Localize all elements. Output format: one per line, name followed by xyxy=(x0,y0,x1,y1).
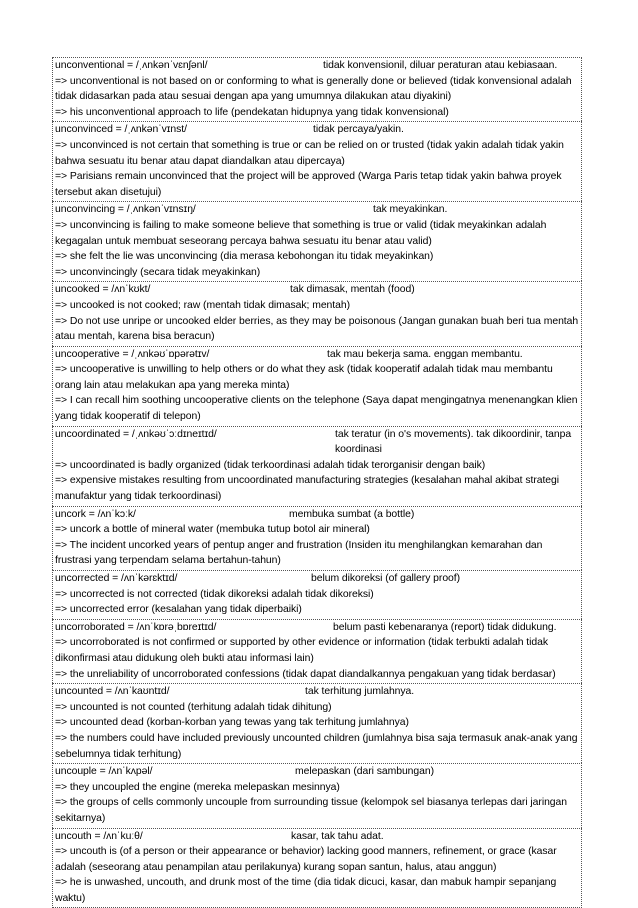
entry-example: => he is unwashed, uncouth, and drunk most of the time (dia tidak dicuci, kasar, dan mabuk hampir sepanjang waktu) xyxy=(55,875,579,906)
entry-definition: => uncorroborated is not confirmed or supported by other evidence or information (tidak terbukti adalah tidak dikonfirmasi atau didukung oleh bukti atau informasi lain) xyxy=(55,635,579,666)
entry-translation: tak teratur (in o's movements). tak dikoordinir, tanpa koordinasi xyxy=(335,427,585,458)
entry-example: => expensive mistakes resulting from uncoordinated manufacturing strategies (kesalahan mahal akibat strategi manufaktur yang tidak terkoordinasi) xyxy=(55,473,579,504)
entry-definition: => uncouth is (of a person or their appearance or behavior) lacking good manners, refinement, or grace (kasar adalah (seseorang atau penampilan atau perilakunya) kurang sopan santun, halus, atau anggun) xyxy=(55,844,579,875)
entry-term: uncouple = /ʌnˈkʌpəl/ xyxy=(55,764,152,780)
entry-headword-row xyxy=(55,58,579,74)
entry-example: => Parisians remain unconvinced that the project will be approved (Warga Paris tetap tidak yakin bahwa proyek tersebut akan disetujui) xyxy=(55,169,579,200)
entry-definition: => unconvinced is not certain that something is true or can be relied on or trusted (tidak yakin adalah tidak yakin bahwa sesuatu itu benar atau dapat diandalkan atau dipercaya) xyxy=(55,138,579,169)
entry-example: => I can recall him soothing uncooperative clients on the telephone (Saya dapat mengingatnya menenangkan klien yang tidak kooperatif di telepon) xyxy=(55,393,579,424)
entry-translation: tak mau bekerja sama. enggan membantu. xyxy=(327,347,523,363)
entry-term: uncooperative = /ˌʌnkəʊˈɒpərətɪv/ xyxy=(55,347,209,363)
entry-definition: => uncounted is not counted (terhitung adalah tidak dihitung) xyxy=(55,700,579,716)
entry-translation: tak dimasak, mentah (food) xyxy=(290,282,415,298)
entry-translation: tidak konvensionil, diluar peraturan atau kebiasaan. xyxy=(323,58,557,74)
entry-example: => his unconventional approach to life (pendekatan hidupnya yang tidak konvensional) xyxy=(55,105,579,121)
entry-headword-row xyxy=(55,282,579,298)
entry-term: unconvincing = /ˌʌnkənˈvɪnsɪŋ/ xyxy=(55,202,196,218)
dictionary-entry xyxy=(52,426,582,506)
entry-translation: belum dikoreksi (of gallery proof) xyxy=(311,571,460,587)
entry-headword-row xyxy=(55,202,579,218)
dictionary-page xyxy=(52,57,582,908)
dictionary-entry xyxy=(52,506,582,570)
entry-headword-row xyxy=(55,764,579,780)
entry-example: => she felt the lie was unconvincing (dia merasa kebohongan itu tidak meyakinkan) xyxy=(55,249,579,265)
dictionary-entry xyxy=(52,121,582,201)
entry-example: => the numbers could have included previously uncounted children (jumlahnya bisa saja termasuk anak-anak yang sebelumnya tidak terhitung) xyxy=(55,731,579,762)
entry-headword-row xyxy=(55,620,579,636)
entry-example: => the unreliability of uncorroborated confessions (tidak dapat diandalkannya pengakuan yang tidak berdasar) xyxy=(55,667,579,683)
entry-headword-row xyxy=(55,122,579,138)
entry-translation: belum pasti kebenaranya (report) tidak didukung. xyxy=(333,620,556,636)
entry-headword-row xyxy=(55,684,579,700)
dictionary-entry xyxy=(52,281,582,345)
entry-example: => unconvincingly (secara tidak meyakinkan) xyxy=(55,265,579,281)
entry-term: uncoordinated = /ˌʌnkəʊˈɔːdɪneɪtɪd/ xyxy=(55,427,217,443)
entry-translation: tak meyakinkan. xyxy=(373,202,447,218)
entry-term: uncooked = /ʌnˈkʊkt/ xyxy=(55,282,150,298)
dictionary-entry xyxy=(52,619,582,683)
entry-term: uncork = /ʌnˈkɔːk/ xyxy=(55,507,136,523)
entry-term: uncorroborated = /ʌnˈkɒrəˌbɒreɪtɪd/ xyxy=(55,620,216,636)
entry-definition: => uncorrected is not corrected (tidak dikoreksi adalah tidak dikoreksi) xyxy=(55,587,579,603)
entry-definition: => uncork a bottle of mineral water (membuka tutup botol air mineral) xyxy=(55,522,579,538)
dictionary-entry xyxy=(52,828,582,908)
dictionary-entry xyxy=(52,201,582,281)
entry-definition: => uncooperative is unwilling to help others or do what they ask (tidak kooperatif adalah tidak mau membantu orang lain atau melakukan apa yang mereka minta) xyxy=(55,362,579,393)
entry-translation: melepaskan (dari sambungan) xyxy=(295,764,434,780)
dictionary-entry xyxy=(52,683,582,763)
entry-definition: => they uncoupled the engine (mereka melepaskan mesinnya) xyxy=(55,780,579,796)
entry-example: => uncounted dead (korban-korban yang tewas yang tak terhitung jumlahnya) xyxy=(55,715,579,731)
entry-translation: membuka sumbat (a bottle) xyxy=(289,507,414,523)
entry-translation: kasar, tak tahu adat. xyxy=(291,829,384,845)
entry-headword-row xyxy=(55,427,579,458)
dictionary-entry xyxy=(52,570,582,619)
entry-headword-row xyxy=(55,571,579,587)
entry-definition: => unconvincing is failing to make someone believe that something is true or valid (tidak meyakinkan adalah kegagalan untuk membuat seseorang percaya bahwa sesuatu itu benar atau valid) xyxy=(55,218,579,249)
entry-example: => the groups of cells commonly uncouple from surrounding tissue (kelompok sel biasanya terlepas dari jaringan sekitarnya) xyxy=(55,795,579,826)
dictionary-entry xyxy=(52,763,582,827)
entry-term: uncouth = /ʌnˈkuːθ/ xyxy=(55,829,143,845)
entry-term: unconventional = /ˌʌnkənˈvɛnʃənl/ xyxy=(55,58,207,74)
entry-term: uncounted = /ʌnˈkaʊntɪd/ xyxy=(55,684,169,700)
entry-example: => The incident uncorked years of pentup anger and frustration (Insiden itu menghilangkan kemarahan dan frustrasi yang terpendam selama bertahun-tahun) xyxy=(55,538,579,569)
entry-term: uncorrected = /ʌnˈkərɛktɪd/ xyxy=(55,571,177,587)
entry-term: unconvinced = /ˌʌnkənˈvɪnst/ xyxy=(55,122,187,138)
entry-translation: tak terhitung jumlahnya. xyxy=(305,684,414,700)
entry-definition: => uncooked is not cooked; raw (mentah tidak dimasak; mentah) xyxy=(55,298,579,314)
entry-headword-row xyxy=(55,829,579,845)
entry-headword-row xyxy=(55,507,579,523)
dictionary-entry xyxy=(52,57,582,121)
dictionary-entry xyxy=(52,346,582,426)
entry-headword-row xyxy=(55,347,579,363)
entry-definition: => unconventional is not based on or conforming to what is generally done or believed (tidak konvensional adalah tidak didasarkan pada atau sesuai dengan apa yang umumnya dilakukan atau diyakini) xyxy=(55,74,579,105)
entry-example: => uncorrected error (kesalahan yang tidak diperbaiki) xyxy=(55,602,579,618)
entry-translation: tidak percaya/yakin. xyxy=(313,122,404,138)
entry-example: => Do not use unripe or uncooked elder berries, as they may be poisonous (Jangan gunakan buah beri tua mentah atau mentah, karena bisa beracun) xyxy=(55,314,579,345)
entry-definition: => uncoordinated is badly organized (tidak terkoordinasi adalah tidak terorganisir dengan baik) xyxy=(55,458,579,474)
